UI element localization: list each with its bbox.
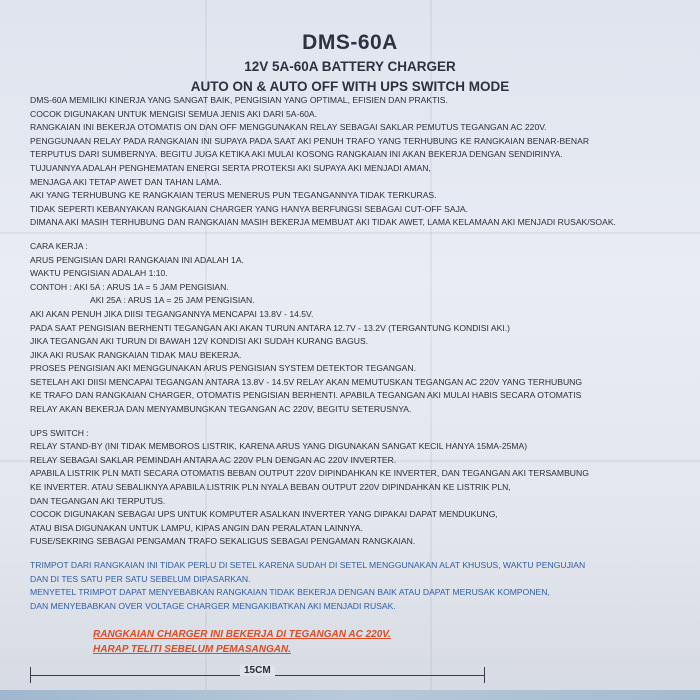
- trimpot-note: [30, 559, 690, 613]
- intro-section: [30, 94, 690, 230]
- document-header: [0, 30, 700, 96]
- warning-note: [93, 627, 391, 657]
- board-edge-strip: [0, 690, 700, 700]
- ups-switch-line: FUSE/SEKRING SEBAGAI PENGAMAN TRAFO SEKALIGUS SEBAGAI PENGAMAN RANGKAIAN.: [30, 536, 416, 547]
- intro-line: RANGKAIAN INI BEKERJA OTOMATIS ON DAN OFF MENGGUNAKAN RELAY SEBAGAI SAKLAR PEMUTUS TEGANGAN AC 220V.: [30, 122, 547, 133]
- cara-kerja-line: SETELAH AKI DIISI MENCAPAI TEGANGAN ANTARA 13.8V - 14.5V RELAY AKAN MEMUTUSKAN TEGANGAN AC 220V YANG TERHUBUNG: [30, 376, 583, 387]
- cara-kerja-line: ARUS PENGISIAN DARI RANGKAIAN INI ADALAH 1A.: [30, 254, 244, 265]
- ups-switch-line: DAN TEGANGAN AKI TERPUTUS.: [30, 495, 166, 506]
- cara-kerja-line: JIKA AKI RUSAK RANGKAIAN TIDAK MAU BEKERJA.: [30, 349, 242, 360]
- cara-kerja-line: JIKA TEGANGAN AKI TURUN DI BAWAH 12V KONDISI AKI SUDAH KURANG BAGUS.: [30, 336, 369, 347]
- document-body: [30, 94, 690, 613]
- section-gap: [30, 549, 690, 559]
- section-gap: [30, 417, 690, 427]
- section-heading: UPS SWITCH :: [30, 427, 89, 438]
- dimension-label: 15CM: [240, 665, 275, 676]
- section-heading: CARA KERJA :: [30, 240, 88, 251]
- cara-kerja-line: AKI AKAN PENUH JIKA DIISI TEGANGANNYA MENCAPAI 13.8V - 14.5V.: [30, 308, 314, 319]
- trimpot-line: TRIMPOT DARI RANGKAIAN INI TIDAK PERLU DI SETEL KARENA SUDAH DI SETEL MENGGUNAKAN ALAT KHUSUS, WAKTU PENGUJIAN: [30, 560, 586, 570]
- intro-line: MENJAGA AKI TETAP AWET DAN TAHAN LAMA.: [30, 176, 222, 187]
- ups-switch-line: KE INVERTER. ATAU SEBALIKNYA APABILA LISTRIK PLN NYALA BEBAN OUTPUT 220V DIPINDAHKAN KE LISTRIK PLN,: [30, 482, 511, 493]
- cara-kerja-line: CONTOH : AKI 5A : ARUS 1A = 5 JAM PENGISIAN.: [30, 281, 229, 292]
- document-title: DMS-60A: [302, 31, 398, 54]
- cara-kerja-line: PADA SAAT PENGISIAN BERHENTI TEGANGAN AKI AKAN TURUN ANTARA 12.7V - 13.2V (TERGANTUNG KONDISI AKI.): [30, 322, 510, 333]
- cara-kerja-example: AKI 25A : ARUS 1A = 25 JAM PENGISIAN.: [90, 295, 255, 306]
- intro-line: DIMANA AKI MASIH TERHUBUNG DAN RANGKAIAN MASIH BEKERJA MEMBUAT AKI TIDAK AWET, LAMA KELAMAAN AKI MENJADI RUSAK/SOAK.: [30, 217, 616, 228]
- intro-line: PENGGUNAAN RELAY PADA RANGKAIAN INI SUPAYA PADA SAAT AKI PENUH TRAFO YANG TERHUBUNG KE RANGKAIAN BENAR-BENAR: [30, 135, 590, 146]
- intro-line: TIDAK SEPERTI KEBANYAKAN RANGKAIAN CHARGER YANG HANYA BERFUNGSI SEBAGAI CUT-OFF SAJA.: [30, 203, 469, 214]
- trimpot-line: DAN MENYEBABKAN OVER VOLTAGE CHARGER MENGAKIBATKAN AKI MENJADI RUSAK.: [30, 600, 396, 611]
- cara-kerja-line: RELAY AKAN BEKERJA DAN MENYAMBUNGKAN TEGANGAN AC 220V, BEGITU SETERUSNYA.: [30, 404, 412, 415]
- section-gap: [30, 230, 690, 240]
- trimpot-line: DAN DI TES SATU PER SATU SEBELUM DIPASARKAN.: [30, 573, 251, 584]
- document-subtitle-mode: AUTO ON & AUTO OFF WITH UPS SWITCH MODE: [190, 79, 510, 94]
- cara-kerja-section: [30, 240, 690, 417]
- ups-switch-line: APABILA LISTRIK PLN MATI SECARA OTOMATIS BEBAN OUTPUT 220V DIPINDAHKAN KE INVERTER, DAN TEGANGAN AKI TERSAMBUNG: [30, 468, 589, 479]
- cara-kerja-line: WAKTU PENGISIAN ADALAH 1:10.: [30, 268, 168, 279]
- trimpot-line: MENYETEL TRIMPOT DAPAT MENYEBABKAN RANGKAIAN TIDAK BEKERJA DENGAN BAIK ATAU DAPAT MERUSAK KOMPONEN,: [30, 587, 550, 598]
- document-subtitle: 12V 5A-60A BATTERY CHARGER: [244, 59, 456, 74]
- cara-kerja-line: KE TRAFO DAN RANGKAIAN CHARGER, OTOMATIS PENGISIAN BERHENTI. APABILA TEGANGAN AKI MULAI HABIS SECARA OTOMATIS: [30, 390, 582, 401]
- intro-line: TERPUTUS DARI SUMBERNYA. BEGITU JUGA KETIKA AKI MULAI KOSONG RANGKAIAN INI AKAN BEKERJA DENGAN SENDIRINYA.: [30, 149, 563, 160]
- ups-switch-line: RELAY STAND-BY (INI TIDAK MEMBOROS LISTRIK, KARENA ARUS YANG DIGUNAKAN SANGAT KECIL HANYA 15MA-25MA): [30, 441, 528, 452]
- warning-line: RANGKAIAN CHARGER INI BEKERJA DI TEGANGAN AC 220V.: [93, 629, 391, 640]
- ups-switch-line: ATAU BISA DIGUNAKAN UNTUK LAMPU, KIPAS ANGIN DAN PERALATAN LAINNYA.: [30, 522, 363, 533]
- ups-switch-line: RELAY SEBAGAI SAKLAR PEMINDAH ANTARA AC 220V PLN DENGAN AC 220V INVERTER.: [30, 454, 397, 465]
- cara-kerja-line: PROSES PENGISIAN AKI MENGGUNAKAN ARUS PENGISIAN SYSTEM DETEKTOR TEGANGAN.: [30, 363, 417, 374]
- warning-line: HARAP TELITI SEBELUM PEMASANGAN.: [93, 644, 291, 655]
- intro-line: DMS-60A MEMILIKI KINERJA YANG SANGAT BAIK, PENGISIAN YANG OPTIMAL, EFISIEN DAN PRAKTIS.: [30, 95, 448, 105]
- intro-line: AKI YANG TERHUBUNG KE RANGKAIAN TERUS MENERUS PUN TEGANGANNYA TIDAK TERKURAS.: [30, 190, 437, 201]
- ups-switch-line: COCOK DIGUNAKAN SEBAGAI UPS UNTUK KOMPUTER ASALKAN INVERTER YANG DIPAKAI DAPAT MENDUKUNG,: [30, 509, 498, 520]
- ups-switch-section: [30, 427, 690, 549]
- intro-line: TUJUANNYA ADALAH PENGHEMATAN ENERGI SERTA PROTEKSI AKI SUPAYA AKI MENJADI AMAN,: [30, 162, 431, 173]
- intro-line: COCOK DIGUNAKAN UNTUK MENGISI SEMUA JENIS AKI DARI 5A-60A.: [30, 108, 317, 119]
- dimension-tick-right: [484, 667, 485, 683]
